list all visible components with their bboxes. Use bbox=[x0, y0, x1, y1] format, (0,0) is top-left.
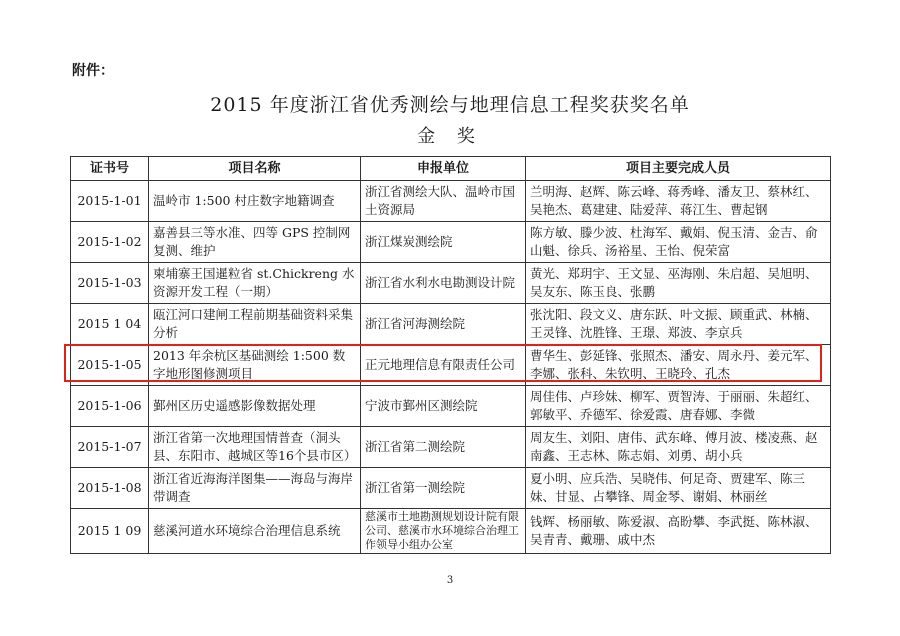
table-row bbox=[71, 468, 831, 509]
table-row bbox=[71, 263, 831, 304]
project-name: 浙江省第一次地理国情普查（洞头县、东阳市、越城区等16个县市区） bbox=[149, 427, 361, 468]
cert-number: 2015-1-05 bbox=[71, 345, 149, 386]
cert-number: 2015-1-02 bbox=[71, 222, 149, 263]
table-row bbox=[71, 386, 831, 427]
header-project-name: 项目名称 bbox=[149, 157, 361, 181]
project-name: 温岭市 1:500 村庄数字地籍调查 bbox=[149, 181, 361, 222]
applicant-unit: 慈溪市土地勘测规划设计院有限公司、慈溪市水环境综合治理工作领导小组办公室 bbox=[361, 509, 526, 554]
applicant-unit: 正元地理信息有限责任公司 bbox=[361, 345, 526, 386]
table-row bbox=[71, 304, 831, 345]
project-name: 慈溪河道水环境综合治理信息系统 bbox=[149, 509, 361, 554]
cert-number: 2015-1-08 bbox=[71, 468, 149, 509]
project-name: 柬埔寨王国暹粒省 st.Chickreng 水资源开发工程（一期） bbox=[149, 263, 361, 304]
cert-number: 2015-1-07 bbox=[71, 427, 149, 468]
page-number: 3 bbox=[446, 575, 454, 586]
applicant-unit: 浙江省河海测绘院 bbox=[361, 304, 526, 345]
personnel-list: 陈方敏、滕少波、杜海军、戴娟、倪玉清、金吉、俞山魁、徐兵、汤裕星、王怡、倪荣富 bbox=[526, 222, 831, 263]
award-level-heading: 金 奖 bbox=[417, 126, 483, 147]
project-name: 瓯江河口建闸工程前期基础资料采集分析 bbox=[149, 304, 361, 345]
applicant-unit: 浙江省水利水电勘测设计院 bbox=[361, 263, 526, 304]
table-header-row bbox=[71, 157, 831, 181]
cert-number: 2015-1-03 bbox=[71, 263, 149, 304]
header-cert-no: 证书号 bbox=[71, 157, 149, 181]
project-name: 嘉善县三等水准、四等 GPS 控制网复测、维护 bbox=[149, 222, 361, 263]
applicant-unit: 浙江煤炭测绘院 bbox=[361, 222, 526, 263]
cert-number: 2015 1 09 bbox=[71, 509, 149, 554]
project-name: 鄞州区历史遥感影像数据处理 bbox=[149, 386, 361, 427]
attachment-label: 附件： bbox=[72, 63, 114, 79]
applicant-unit: 浙江省第二测绘院 bbox=[361, 427, 526, 468]
personnel-list: 曹华生、彭延锋、张照杰、潘安、周永丹、姜元军、李娜、张科、朱钦明、王晓玲、孔杰 bbox=[526, 345, 831, 386]
header-main-personnel: 项目主要完成人员 bbox=[526, 157, 831, 181]
award-table bbox=[70, 156, 831, 554]
applicant-unit: 宁波市鄞州区测绘院 bbox=[361, 386, 526, 427]
table-row bbox=[71, 427, 831, 468]
personnel-list: 周友生、刘阳、唐伟、武东峰、傅月波、楼凌燕、赵南鑫、王志林、陈志娟、刘勇、胡小兵 bbox=[526, 427, 831, 468]
cert-number: 2015 1 04 bbox=[71, 304, 149, 345]
personnel-list: 夏小明、应兵浩、吴晓伟、何足奇、贾建军、陈三妹、甘显、占攀锋、周金琴、谢娟、林丽丝 bbox=[526, 468, 831, 509]
project-name: 2013 年余杭区基础测绘 1:500 数字地形图修测项目 bbox=[149, 345, 361, 386]
table-row-highlighted bbox=[71, 345, 831, 386]
project-name: 浙江省近海海洋图集——海岛与海岸带调查 bbox=[149, 468, 361, 509]
table-row bbox=[71, 509, 831, 554]
table-row bbox=[71, 181, 831, 222]
personnel-list: 黄光、郑玥宇、王文显、巫海刚、朱启超、吴旭明、吴友东、陈玉良、张鹏 bbox=[526, 263, 831, 304]
applicant-unit: 浙江省测绘大队、温岭市国土资源局 bbox=[361, 181, 526, 222]
personnel-list: 周佳伟、卢珍妹、柳军、贾智涛、于丽丽、朱超红、郭敏平、乔德军、徐爱霞、唐春娜、李微 bbox=[526, 386, 831, 427]
cert-number: 2015-1-06 bbox=[71, 386, 149, 427]
personnel-list: 钱辉、杨丽敏、陈爱淑、高盼攀、李武挺、陈林淑、吴青青、戴珊、戚中杰 bbox=[526, 509, 831, 554]
cert-number: 2015-1-01 bbox=[71, 181, 149, 222]
personnel-list: 兰明海、赵辉、陈云峰、蒋秀峰、潘友卫、蔡林红、吴艳杰、葛建建、陆爱萍、蒋江生、曹起钢 bbox=[526, 181, 831, 222]
personnel-list: 张沈阳、段文义、唐东跃、叶文振、顾重武、林楠、王灵锋、沈胜锋、王璟、郑波、李京兵 bbox=[526, 304, 831, 345]
document-title: 2015 年度浙江省优秀测绘与地理信息工程奖获奖名单 bbox=[210, 94, 690, 116]
table-row bbox=[71, 222, 831, 263]
applicant-unit: 浙江省第一测绘院 bbox=[361, 468, 526, 509]
header-applicant-unit: 申报单位 bbox=[361, 157, 526, 181]
